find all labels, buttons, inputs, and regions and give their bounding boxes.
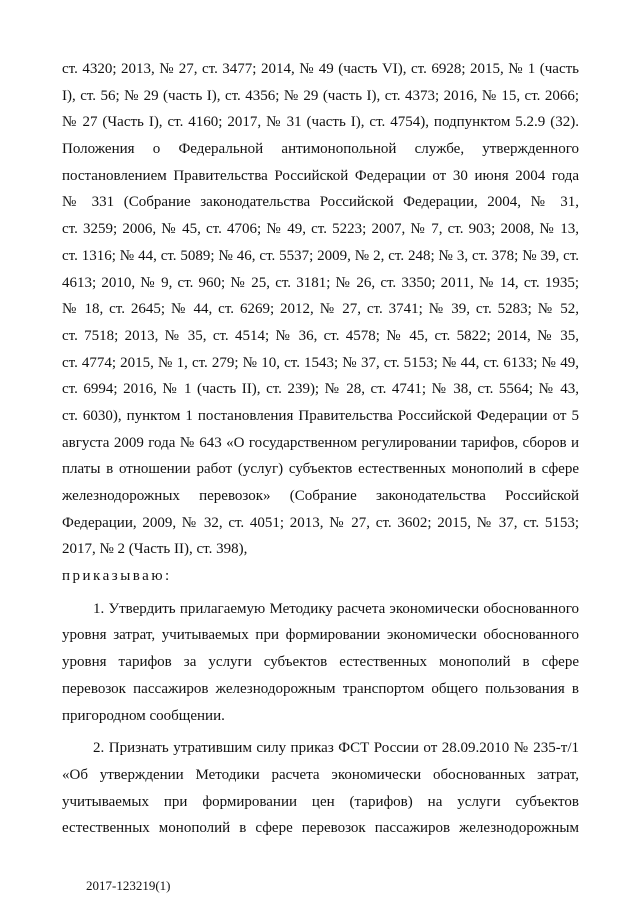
- intro-line-5: постановлением Правительства Российской Федерации от 30 июня 2004 года: [62, 167, 579, 184]
- intro-line-11: ст. 7518; 2013, № 35, ст. 4514; № 36, ст. 4578; № 45, ст. 5822; 2014, № 35,: [62, 327, 579, 344]
- item2-line-2: «Об утверждении Методики расчета экономически обоснованных затрат,: [62, 766, 579, 783]
- item1-line-2: уровня затрат, учитываемых при формировании экономически обоснованного: [62, 627, 579, 644]
- intro-line-8: ст. 1316; № 44, ст. 5089; № 46, ст. 5537; 2009, № 2, ст. 248; № 3, ст. 378; № 39, ст.: [62, 247, 579, 264]
- intro-line-6: № 331 (Собрание законодательства Российской Федерации, 2004, № 31,: [62, 194, 579, 211]
- intro-line-16: платы в отношении работ (услуг) субъектов естественных монополий в сфере: [62, 461, 579, 478]
- item2-line-1: 2. Признать утратившим силу приказ ФСТ России от 28.09.2010 № 235-т/1: [93, 740, 579, 757]
- item1-line-4: перевозок пассажиров железнодорожным транспортом общего пользования в: [62, 680, 579, 697]
- item2-line-3: учитываемых при формировании цен (тарифов) на услуги субъектов: [62, 793, 579, 810]
- item2-line-4: естественных монополий в сфере перевозок пассажиров железнодорожным: [62, 820, 579, 837]
- intro-line-9: 4613; 2010, № 9, ст. 960; № 25, ст. 3181; № 26, ст. 3350; 2011, № 14, ст. 1935;: [62, 274, 579, 291]
- intro-line-4: Положения о Федеральной антимонопольной службе, утвержденного: [62, 141, 579, 158]
- intro-line-18: Федерации, 2009, № 32, ст. 4051; 2013, № 27, ст. 3602; 2015, № 37, ст. 5153;: [62, 514, 579, 531]
- intro-line-19: 2017, № 2 (Часть II), ст. 398),: [62, 541, 248, 558]
- item1-line-1: 1. Утвердить прилагаемую Методику расчета экономически обоснованного: [93, 600, 579, 617]
- footer-document-code: 2017-123219(1): [86, 878, 171, 893]
- intro-line-3: № 27 (Часть I), ст. 4160; 2017, № 31 (часть I), ст. 4754), подпунктом 5.2.9 (32).: [62, 114, 579, 131]
- item1-line-5: пригородном сообщении.: [62, 707, 225, 724]
- intro-line-15: августа 2009 года № 643 «О государственном регулировании тарифов, сборов и: [62, 434, 579, 451]
- document-body: [62, 56, 579, 842]
- intro-line-10: № 18, ст. 2645; № 44, ст. 6269; 2012, № 27, ст. 3741; № 39, ст. 5283; № 52,: [62, 301, 579, 318]
- intro-line-1: ст. 4320; 2013, № 27, ст. 3477; 2014, № 49 (часть VI), ст. 6928; 2015, № 1 (часть: [62, 61, 579, 77]
- intro-line-13: ст. 6994; 2016, № 1 (часть II), ст. 239); № 28, ст. 4741; № 38, ст. 5564; № 43,: [62, 381, 579, 398]
- intro-line-17: железнодорожных перевозок» (Собрание законодательства Российской: [62, 488, 579, 504]
- intro-line-7: ст. 3259; 2006, № 45, ст. 4706; № 49, ст. 5223; 2007, № 7, ст. 903; 2008, № 13,: [62, 221, 579, 238]
- intro-line-2: I), ст. 56; № 29 (часть I), ст. 4356; № 29 (часть I), ст. 4373; 2016, № 15, ст. 2066;: [62, 87, 579, 104]
- intro-line-12: ст. 4774; 2015, № 1, ст. 279; № 10, ст. 1543; № 37, ст. 5153; № 44, ст. 6133; № 49,: [62, 354, 579, 371]
- item1-line-3: уровня тарифов за услуги субъектов естественных монополий в сфере: [62, 654, 579, 671]
- intro-line-14: ст. 6030), пунктом 1 постановления Правительства Российской Федерации от 5: [62, 407, 579, 424]
- order-word: приказываю:: [62, 568, 172, 585]
